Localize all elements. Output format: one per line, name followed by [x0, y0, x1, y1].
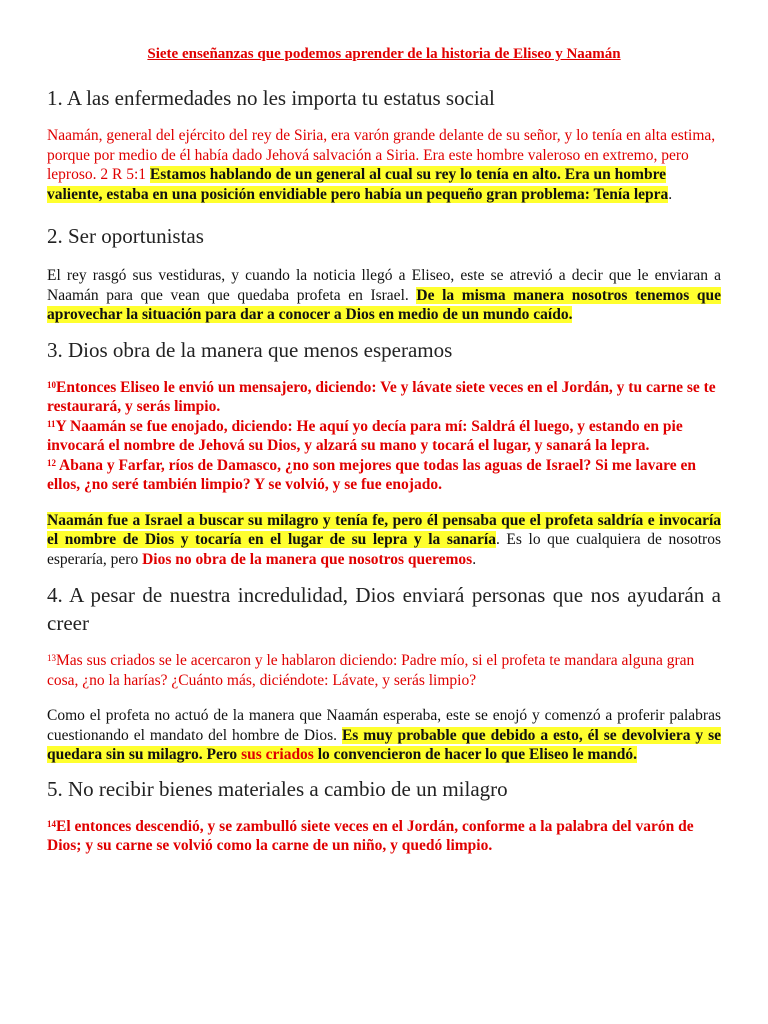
section-3-red: Dios no obra de la manera que nosotros queremos: [142, 550, 473, 568]
section-5-heading: 5. No recibir bienes materiales a cambio de un milagro: [47, 776, 508, 801]
verse-11-text: Y Naamán se fue enojado, diciendo: He aquí yo decía para mí: Saldrá él luego, y estando en pie invocará el nombre de Jehová su Dios, y alzará su mano y tocará el lugar, y sanará la lepra.: [47, 417, 683, 454]
section-1-paragraph: [47, 126, 721, 204]
section-4-paragraph: [47, 706, 721, 765]
section-4-text: Como el profeta no actuó de la manera que Naamán esperaba, este se enojó y comenzó a proferir palabras cuestionando el mandato del hombre de Dios.: [47, 707, 721, 744]
section-3-end: .: [472, 550, 477, 568]
verse-13-number: 13: [47, 653, 56, 663]
section-2-highlight: De la misma manera nosotros tenemos que aprovechar la situación para dar a conocer a Dios en medio de un mundo caído.: [47, 286, 721, 323]
verse-13-text: Mas sus criados se le acercaron y le hablaron diciendo: Padre mío, si el profeta te mandara alguna gran cosa, ¿no la harías? ¿Cuánto más, diciéndote: Lávate, y serás limpio?: [47, 652, 695, 689]
section-3-text: . Es lo que cualquiera de nosotros esperaría, pero: [47, 531, 721, 568]
section-2-heading: 2. Ser oportunistas: [47, 224, 204, 248]
verse-12-text: Abana y Farfar, ríos de Damasco, ¿no son mejores que todas las aguas de Israel? Si me lavare en ellos, ¿no seré también limpio? Y se volvió, y se fue enojado.: [47, 456, 696, 493]
section-4-highlight-2: lo convencieron de hacer lo que Eliseo le mandó.: [313, 746, 638, 763]
section-4-highlight-1: Es muy probable que debido a esto, él se devolviera y se quedara sin su milagro. Pero: [47, 726, 722, 763]
section-4-heading: 4. A pesar de nuestra incredulidad, Dios enviará personas que nos ayudarán a creer: [47, 583, 721, 635]
section-4-red: sus criados: [241, 746, 314, 763]
section-3-heading: 3. Dios obra de la manera que menos esperamos: [47, 337, 453, 362]
section-3-highlight: Naamán fue a Israel a buscar su milagro y tenía fe, pero él pensaba que el profeta saldría e invocaría el nombre de Dios y tocaría en el lugar de su lepra y la sanaría: [47, 511, 721, 548]
section-1-end: .: [668, 185, 673, 203]
verse-10: [47, 378, 721, 417]
verse-11-number: 11: [47, 418, 56, 429]
verse-10-number: 10: [47, 379, 56, 390]
section-1-quote: Naamán, general del ejército del rey de Siria, era varón grande delante de su señor, y lo tenía en alta estima, porque por medio de él había dado Jehová salvación a Siria. Era este hombre valeroso en extremo, pero leproso. 2 R 5:1: [47, 127, 716, 183]
verse-12: [47, 456, 721, 495]
section-2-text: El rey rasgó sus vestiduras, y cuando la noticia llegó a Eliseo, este se atrevió a decir que le enviaran a Naamán para que vean que quedaba profeta en Israel.: [47, 267, 721, 304]
verse-14-number: 14: [47, 818, 56, 829]
section-3-paragraph: [47, 511, 721, 570]
section-1-highlight: Estamos hablando de un general al cual su rey lo tenía en alto. Era un hombre valiente, estaba en una posición envidiable pero había un pequeño gran problema: Tenía lepra: [47, 166, 669, 203]
document-title: Siete enseñanzas que podemos aprender de la historia de Eliseo y Naamán: [147, 46, 621, 62]
verse-11: [47, 417, 721, 456]
verse-12-number: 12: [47, 457, 56, 468]
verse-13: [47, 651, 721, 690]
verse-14-text: El entonces descendió, y se zambulló siete veces en el Jordán, conforme a la palabra del varón de Dios; y su carne se volvió como la carne de un niño, y quedó limpio.: [47, 817, 694, 854]
section-1-heading: 1. A las enfermedades no les importa tu estatus social: [47, 86, 495, 110]
verse-14: [47, 817, 721, 856]
section-2-paragraph: [47, 266, 721, 325]
verse-10-text: Entonces Eliseo le envió un mensajero, diciendo: Ve y lávate siete veces en el Jordán, y tu carne se te restaurará, y serás limpio.: [47, 378, 716, 415]
